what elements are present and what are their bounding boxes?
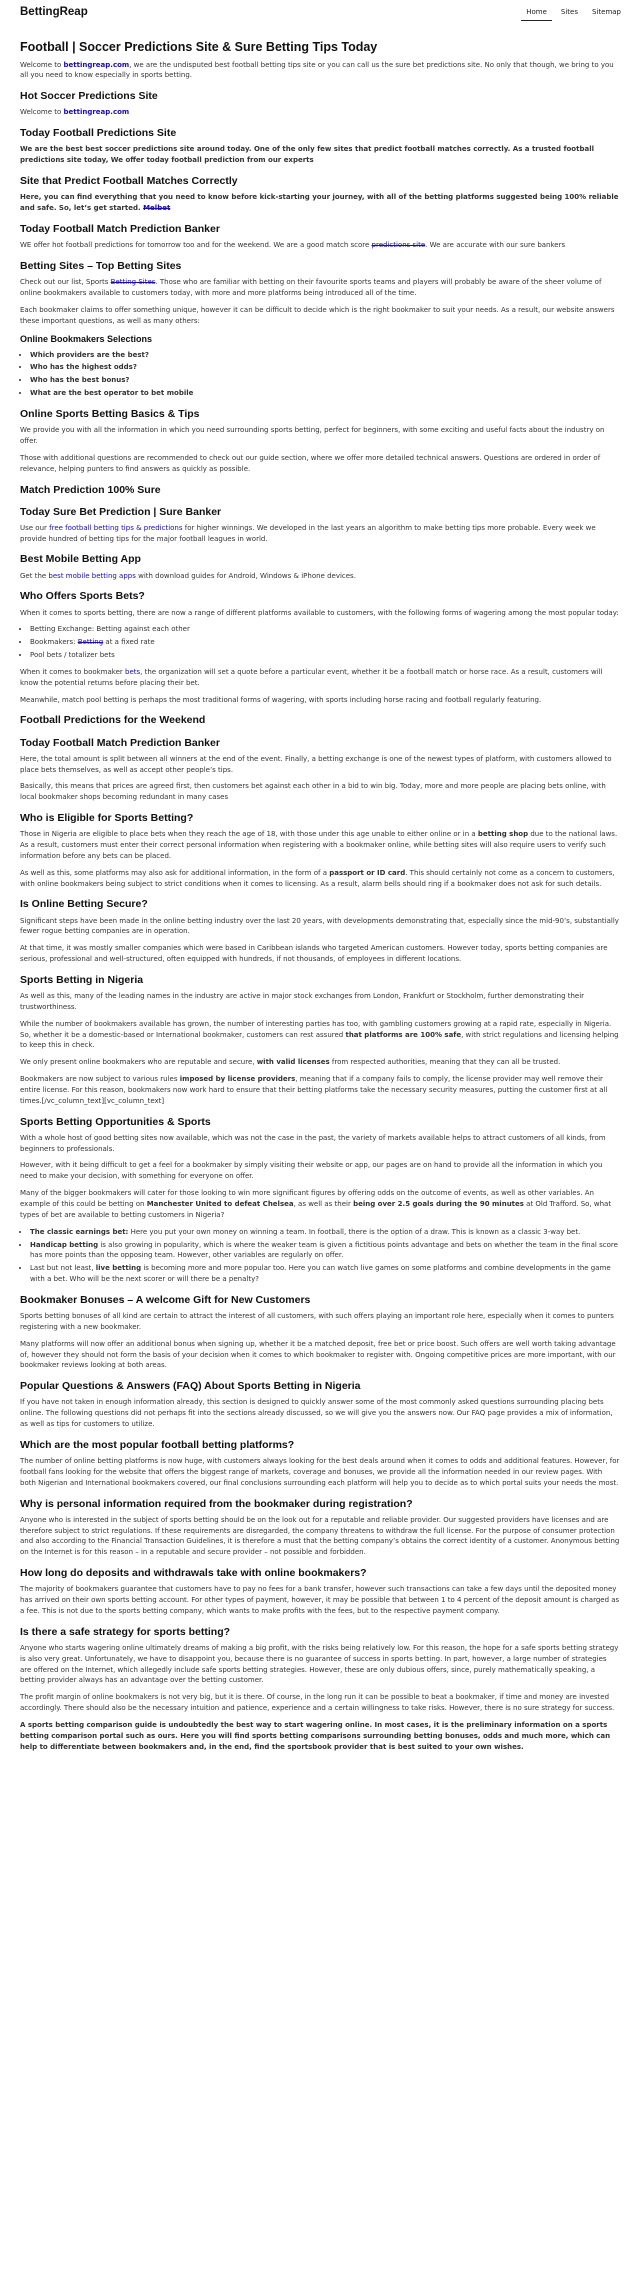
section-heading: Hot Soccer Predictions Site	[20, 90, 158, 103]
section-heading: Bookmaker Bonuses – A welcome Gift for New Customers	[20, 1293, 311, 1306]
paragraph: The majority of bookmakers guarantee that customers have to pay no fees for a bank transfer, however such transactions can take a few days until the deposited money has arrived on their own sports betting account. For other types of payment, however, it may be possible that between 1 to 4 percent of the deposit amount is charged as a fee. This is not due to the sports betting company, which wants to make profits with the fees, but to the respective payment company.	[20, 1585, 620, 1615]
section-heading: Football Predictions for the Weekend	[20, 714, 206, 727]
bets-link[interactable]: bets	[125, 667, 141, 676]
melbet-link[interactable]: Melbet	[143, 204, 171, 213]
section-heading: Today Sure Bet Prediction | Sure Banker	[20, 505, 222, 518]
section-heading: Today Football Match Prediction Banker	[20, 222, 220, 235]
paragraph: Those with additional questions are recommended to check out our guide section, where we offer more detailed technical answers. Questions are ordered in order of relevance, helping punters to find answers as quickly as possible.	[20, 453, 601, 473]
site-link[interactable]: bettingreap.com	[63, 108, 130, 117]
page-title: Football | Soccer Predictions Site & Sure Betting Tips Today	[20, 40, 378, 54]
list-item: • Handicap betting is also growing in popularity, which is where the weaker team is given a fictitious points advantage and bets on whether the team in the final score has more points than the opposing team. However, other variables are regularly on offer.	[30, 1240, 620, 1262]
paragraph: Many of the bigger bookmakers will cater for those looking to win more significant figures by offering odds on the outcome of events, as well as other variables. An example of this could be betting on Manchester United to defeat Chelsea, as well as their being over 2.5 goals during the 90 minutes at Old Trafford. So, what types of bet are available to betting customers in Nigeria?	[20, 1189, 612, 1219]
paragraph: We provide you with all the information in which you need surrounding sports betting, perfect for beginners, with some exciting and useful facts about the industry on offer.	[20, 426, 605, 445]
list-item: • Bookmakers: Betting at a fixed rate	[30, 637, 620, 648]
nav-home[interactable]: Home	[521, 5, 552, 21]
paragraph: Anyone who starts wagering online ultimately dreams of making a big profit, with the risks being relatively low. For this reason, the hope for a safe sports betting strategy is also very great. Unfortunately, we have to disappoint you, because there is no guarantee of success in sports betting. In part, however, a large number of strategies are offered on the Internet, which allegedly include safe sports betting strategies. However, these are only dubious offers, since, purely mathematically speaking, a betting provider always has an advantage over the betting customer.	[20, 1643, 619, 1685]
paragraph: The profit margin of online bookmakers is not very big, but it is there. Of course, in the long run it can be possible to beat a bookmaker, if time and money are invested accordingly. There should also be the necessary intuition and patience, experience and a certain willingness to take risks. However, there is no sure strategy for success.	[20, 1693, 615, 1713]
section-heading: Is there a safe strategy for sports betting?	[20, 1625, 231, 1638]
paragraph: We only present online bookmakers who are reputable and secure, with valid licenses from respected authorities, meaning that they can all be trusted.	[20, 1058, 561, 1067]
section-heading: Which are the most popular football betting platforms?	[20, 1438, 295, 1451]
paragraph: Meanwhile, match pool betting is perhaps the most traditional forms of wagering, with sports including horse racing and football regularly featuring.	[20, 695, 542, 704]
paragraph: Get the best mobile betting apps with download guides for Android, Windows & iPhone devices.	[20, 571, 356, 580]
section-heading: Who is Eligible for Sports Betting?	[20, 812, 194, 825]
free-tips-link[interactable]: free football betting tips & predictions	[49, 523, 183, 532]
list-item: • Who has the highest odds?	[30, 362, 620, 373]
paragraph: When it comes to sports betting, there are now a range of different platforms available to customers, with the following forms of wagering among the most popular today:	[20, 608, 619, 617]
paragraph: Many platforms will now offer an additional bonus when signing up, whether it be a matched deposit, free bet or price boost. Such offers are well worth taking advantage of, however they should not form the basis of your decision when it comes to which bookmaker to register with. Ongoing competitive prices are more important, with our bookmaker reviews looking at both areas.	[20, 1339, 616, 1370]
paragraph: Use our free football betting tips & predictions for higher winnings. We developed in the last years an algorithm to make betting tips more probable. Every week we provide hundred of betting tips for the major football leagues in world.	[20, 523, 596, 543]
section-heading: Sports Betting in Nigeria	[20, 973, 144, 986]
paragraph: While the number of bookmakers available has grown, the number of interesting parties has too, with gambling customers growing at a rapid rate, especially in Nigeria. So, whether it be a domestic-based or International bookmaker, customers can rest assured that platforms are 100% safe, with strict regulations and licensing helping to keep this in check.	[20, 1019, 619, 1050]
section-subheading: Online Bookmakers Selections	[20, 334, 153, 345]
paragraph: Those in Nigeria are eligible to place bets when they reach the age of 18, with those under this age unable to either online or in a betting shop due to the national laws. As a result, customers must enter their correct personal information when registering with a bookmaker online, while betting sites will also require users to verify such information before any bets can be placed.	[20, 830, 618, 860]
site-header	[0, 0, 640, 26]
list-item: • Pool bets / totalizer bets	[30, 650, 620, 661]
site-logo[interactable]: BettingReap	[20, 6, 88, 19]
section-heading: Match Prediction 100% Sure	[20, 483, 161, 496]
section-heading: Site that Predict Football Matches Correctly	[20, 175, 238, 188]
list-item: • Which providers are the best?	[30, 350, 620, 361]
section-heading: Who Offers Sports Bets?	[20, 590, 145, 603]
list-item: • Who has the best bonus?	[30, 375, 620, 386]
paragraph: As well as this, some platforms may also ask for additional information, in the form of a passport or ID card. This should certainly not come as a concern to customers, with online bookmakers being subject to strict conditions when it comes to licensing. As a result, alarm bells should ring if a bookmaker does not ask for such details.	[20, 868, 615, 888]
list-item: • The classic earnings bet: Here you put your own money on winning a team. In football, there is the option of a draw. This is known as a classic 3-way bet.	[30, 1227, 620, 1238]
paragraph: Significant steps have been made in the online betting industry over the last 20 years, with developments demonstrating that, especially since the mid-90’s, substantially fewer rogue betting companies are in operation.	[20, 916, 619, 936]
paragraph: As well as this, many of the leading names in the industry are active in major stock exchanges from London, Frankfurt or Stockholm, further demonstrating their trustworthiness.	[20, 992, 585, 1011]
section-heading: Online Sports Betting Basics & Tips	[20, 408, 200, 420]
paragraph: When it comes to bookmaker bets, the organization will set a quote before a particular event, whether it be a football match or horse race. As a result, customers will know the potential returns before placing their bet.	[20, 667, 603, 687]
paragraph: WE offer hot football predictions for tomorrow too and for the weekend. We are a good match score predictions site. We are accurate with our sure bankers	[20, 241, 566, 250]
bet-types-list	[30, 1227, 620, 1285]
paragraph: However, with it being difficult to get a feel for a bookmaker by simply visiting their website or app, our pages are on hand to provide all the information in which you need to make your decision, with something for everyone on offer.	[20, 1161, 603, 1181]
section-heading: Today Football Predictions Site	[20, 127, 177, 140]
list-item: • Last but not least, live betting is becoming more and more popular too. Here you can watch live games on some platforms and combine developments in the game with a bet. Who will be the next scorer or will there be a penalty?	[30, 1263, 620, 1285]
main-content	[0, 26, 640, 1752]
site-link[interactable]: bettingreap.com	[63, 60, 130, 69]
list-item: • Betting Exchange: Betting against each other	[30, 624, 620, 635]
section-heading: Popular Questions & Answers (FAQ) About Sports Betting in Nigeria	[20, 1380, 361, 1393]
nav-sites[interactable]: Sites	[560, 8, 578, 17]
section-heading: Today Football Match Prediction Banker	[20, 736, 220, 749]
section-heading: How long do deposits and withdrawals take with online bookmakers?	[20, 1567, 367, 1580]
paragraph: Each bookmaker claims to offer something unique, however it can be difficult to decide which is the right bookmaker to suit your needs. As a result, our website answers these important questions, as well as many others:	[20, 305, 615, 325]
paragraph: Sports betting bonuses of all kind are certain to attract the interest of all customers, with such offers playing an important role here, especially when it comes to punters registering with a new bookmaker.	[20, 1312, 614, 1331]
section-heading: Betting Sites – Top Betting Sites	[20, 259, 182, 272]
section-heading: Best Mobile Betting App	[20, 553, 141, 566]
paragraph: Bookmakers are now subject to various rules imposed by license providers, meaning that if a company fails to comply, the license provider may well remove their entire license. For this reason, bookmakers now work hard to ensure that their betting platforms take the necessary security measures, putting the customer first at all times.[/vc_column_text][vc_column_text]	[20, 1075, 608, 1105]
paragraph: A sports betting comparison guide is undoubtedly the best way to start wagering online. In most cases, it is the preliminary information on a sports betting comparison portal such as ours. Here you will find sports betting comparisons surrounding betting bonuses, odds and much more, which can help to differentiate between bookmakers and, in the end, find the sportsbook provider that is best suited to your own wishes.	[20, 1720, 611, 1751]
predictions-site-link[interactable]: predictions site	[371, 241, 426, 250]
paragraph: The number of online betting platforms is now huge, with customers always looking for the best deals around when it comes to odds and additional features. However, for football fans looking for the website that offers the biggest range of markets, coverage and bonuses, we provide all the information needed in our review pages. With both Nigerian and International bookmakers covered, our final conclusions surrounding each platform will help you to decide as to which portal suits your needs the most.	[20, 1457, 620, 1487]
paragraph: Check out our list, Sports Betting Sites. Those who are familiar with betting on their favourite sports teams and players will probably be aware of the sheer volume of online bookmakers available to customers today, with more and more platforms being introduced all of the time.	[20, 278, 602, 297]
paragraph: Here, the total amount is split between all winners at the end of the event. Finally, a betting exchange is one of the newest types of platform, with customers allowed to place bets themselves, as well as accept other people’s tips.	[20, 754, 612, 774]
section-heading: Sports Betting Opportunities & Sports	[20, 1115, 211, 1128]
paragraph: We are the best best soccer predictions site around today. One of the only few sites that predict football matches correctly. As a trusted football predictions site today, We offer today football prediction from our experts	[20, 145, 594, 165]
paragraph: With a whole host of good betting sites now available, which was not the case in the past, the variety of markets available helps to attract customers of all kinds, from beginners to professionals.	[20, 1133, 606, 1153]
paragraph: If you have not taken in enough information already, this section is designed to quickly answer some of the most commonly asked questions surrounding placing bets online. The following questions did not perhaps fit into the sections already discussed, so we will give you the answers now. Our FAQ page provides a mix of information, as well as tips for customers to utilize.	[20, 1398, 613, 1429]
main-nav	[521, 5, 626, 21]
list-item: • What are the best operator to bet mobile	[30, 388, 620, 399]
paragraph: Welcome to bettingreap.com	[20, 108, 130, 117]
betting-link[interactable]: Betting	[77, 638, 104, 647]
mobile-apps-link[interactable]: best mobile betting apps	[48, 571, 136, 580]
wager-types-list	[30, 624, 620, 661]
section-heading: Why is personal information required from the bookmaker during registration?	[20, 1497, 413, 1510]
betting-sites-link[interactable]: Betting Sites	[110, 278, 156, 286]
section-heading: Is Online Betting Secure?	[20, 898, 148, 911]
paragraph: Here, you can find everything that you need to know before kick-starting your journey, with all of the betting platforms suggested being 100% reliable and safe. So, let’s get started. Melbet	[20, 193, 619, 213]
bookmaker-questions-list	[30, 350, 620, 399]
nav-sitemap[interactable]: Sitemap	[592, 8, 621, 17]
paragraph: Basically, this means that prices are agreed first, then customers bet against each other in a bid to win big. Today, more and more people are placing bets online, with local bookmaker shops becoming redundant in many cases	[20, 782, 606, 802]
paragraph: At that time, it was mostly smaller companies which were based in Caribbean islands who targeted American customers. However today, sports betting companies are serious, professional and well-structured, often equipped with hundreds, if not thousands, of employees in different locations.	[20, 944, 608, 964]
intro-paragraph: Welcome to bettingreap.com, we are the undisputed best football betting tips site or you can call us the sure bet predictions site. No only that though, we bring to you all you need to know especially in sports betting.	[20, 60, 614, 80]
paragraph: Anyone who is interested in the subject of sports betting should be on the look out for a reputable and reliable provider. Our suggested providers have licenses and are therefore subject to strict regulations. If these requirements are disregarded, the company threatens to withdraw the full license. For the purpose of consumer protection and also according to the Financial Transaction Guidelines, it is therefore a must that the betting company’s obtains the correct identity of a customer. Anonymous betting on the Internet is for this reason – in a reputable and secure provider – not possible and forbidden.	[20, 1515, 620, 1557]
